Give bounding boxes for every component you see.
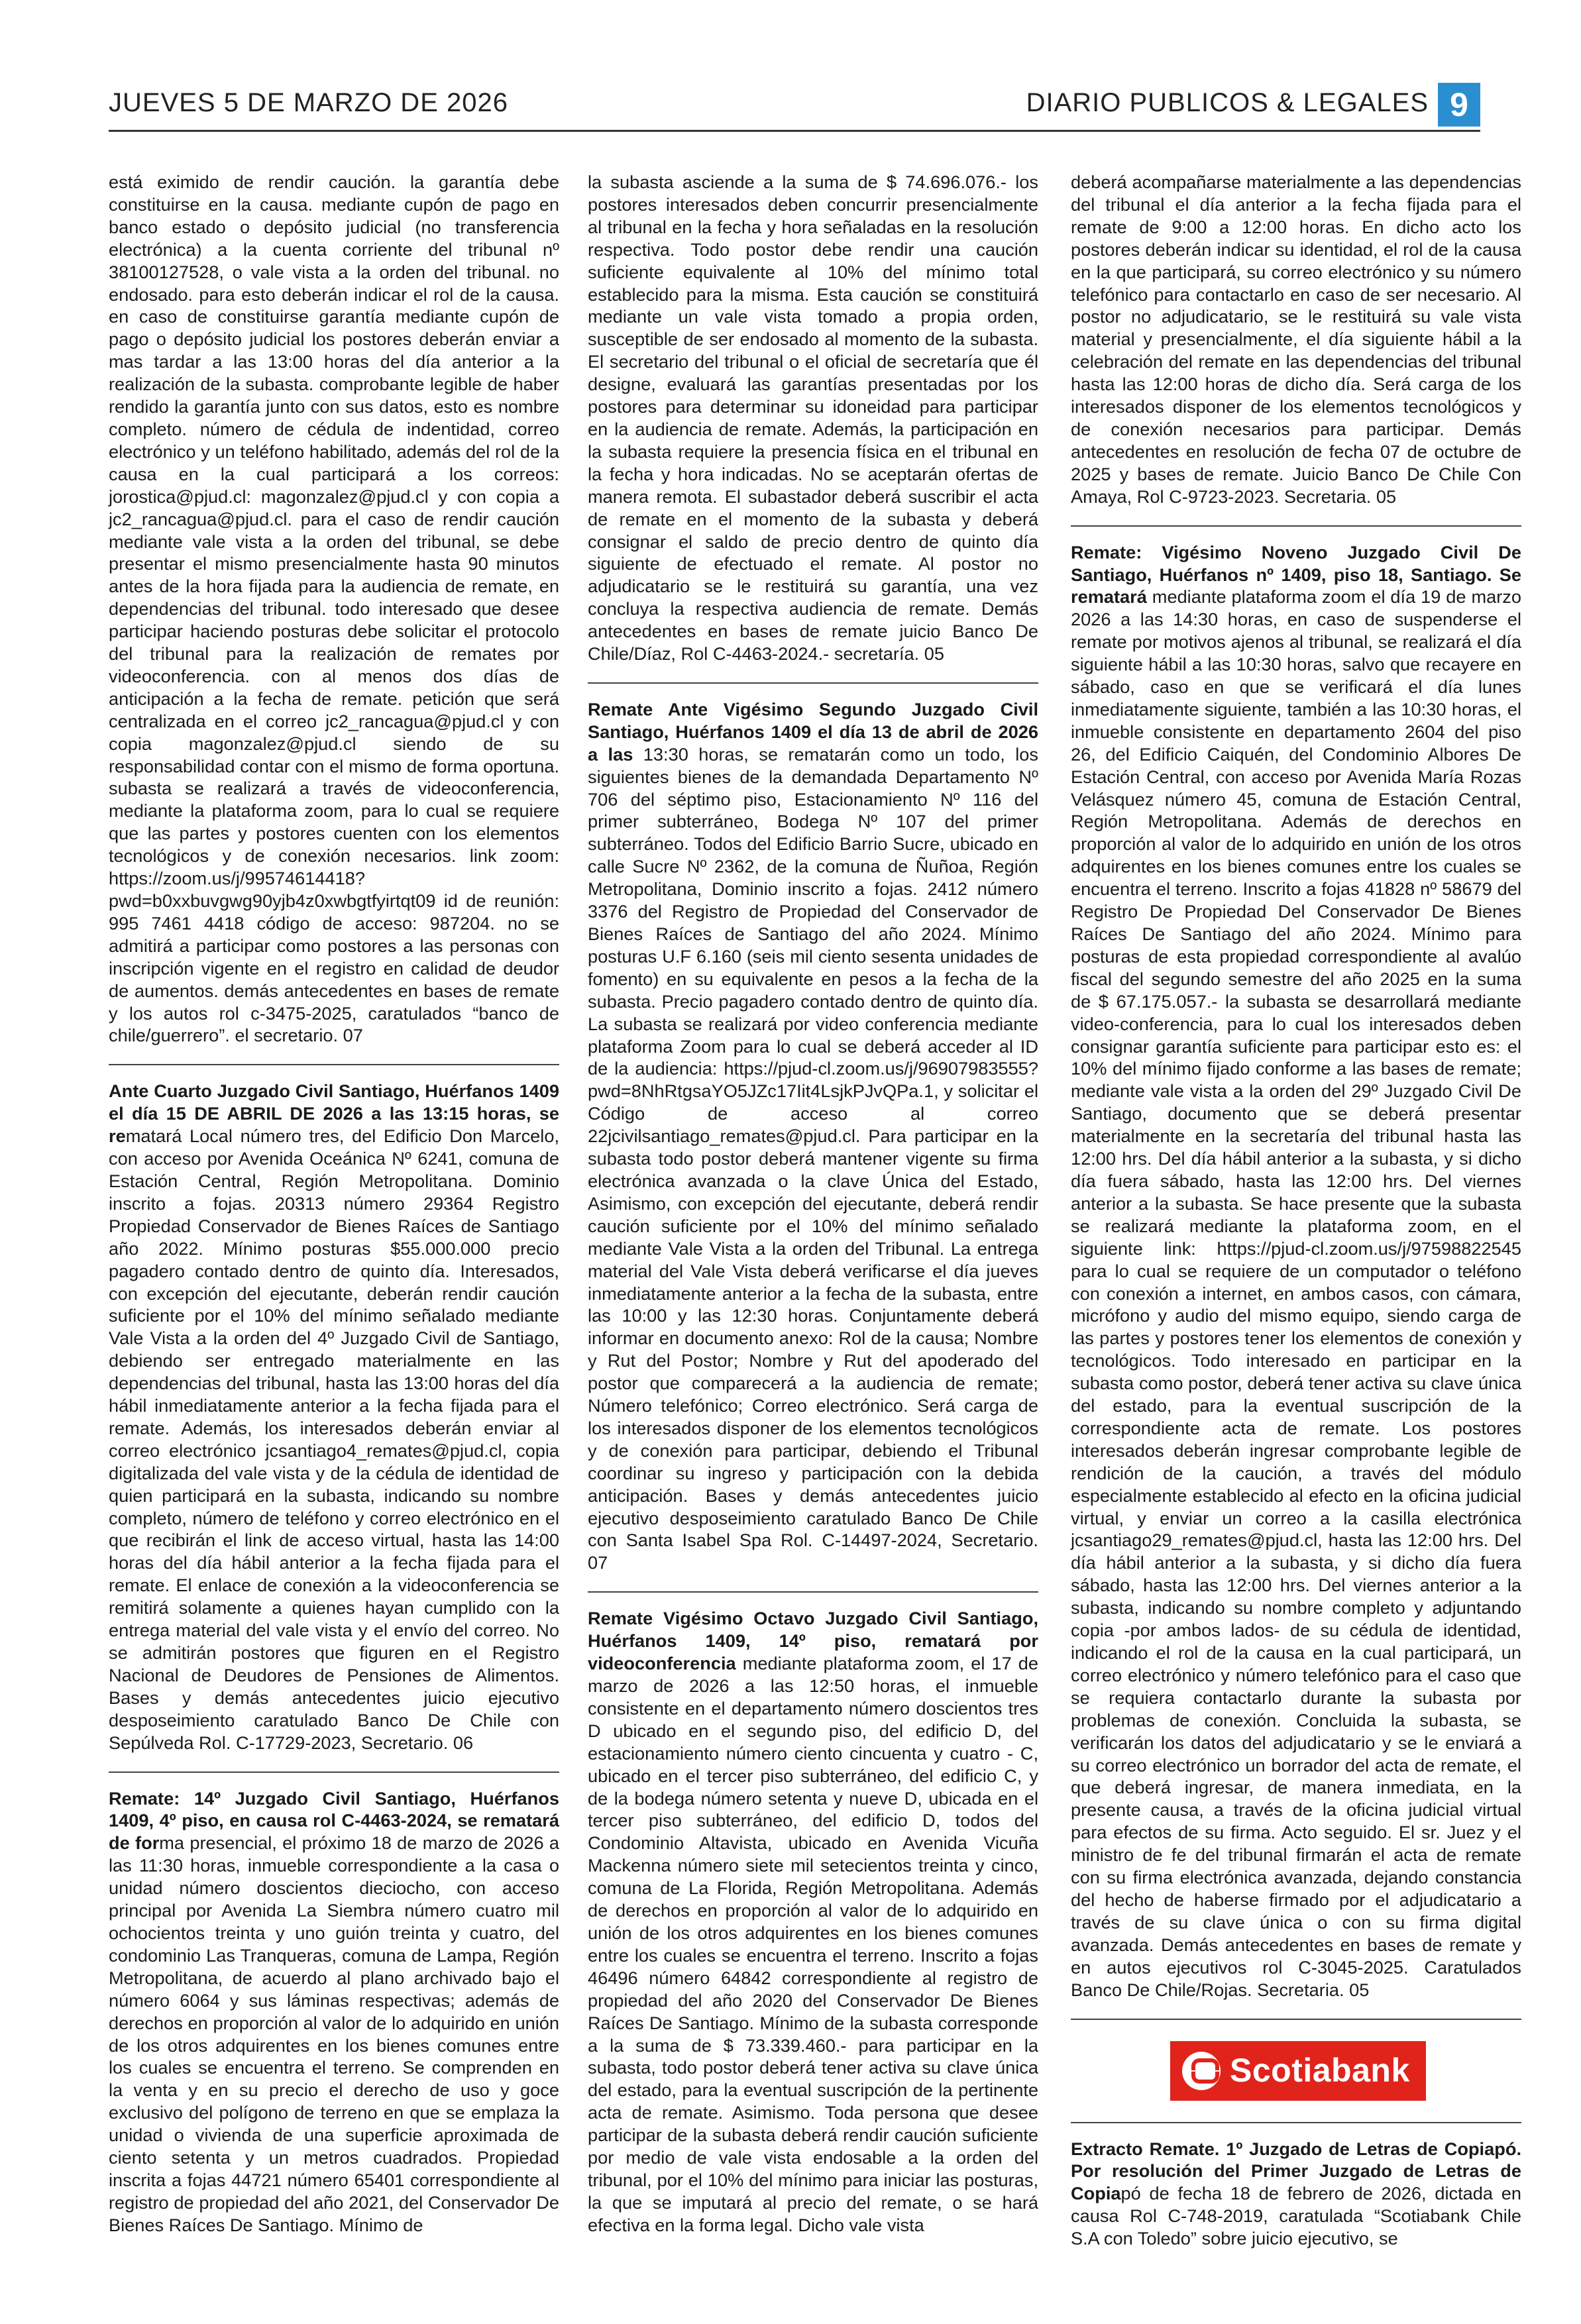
notice-heading: Remate Ante Vigésimo Segundo Juzgado Civil Santiago, Huérfanos 1409 el día 13 de abril de 2026 a las bbox=[588, 698, 1038, 765]
notice-heading: Extracto Remate. 1º Juzgado de Letras de Copiapó. Por resolución del Primer Juzgado de Letras de Copia bbox=[1071, 2138, 1521, 2204]
notice-22nd-court bbox=[588, 698, 1038, 1574]
notice-divider bbox=[588, 682, 1038, 684]
scotiabank-logo bbox=[1170, 2041, 1426, 2101]
notice-continuation: deberá acompañarse materialmente a las dependencias del tribunal el día anterior a la fecha fijada para el remate de 9:00 a 12:00 horas. En dicho acto los postores deberán indicar su identidad, el rol de la causa en la que participará, su correo electrónico y su número telefónico para contactarlo en caso de ser necesario. Al postor no adjudicatario, se le restituirá su vale vista material y presencialmente, el día siguiente hábil a la celebración del remate en las dependencias del tribunal hasta las 12:00 horas de dicho día. Será carga de los interesados disponer de los elementos tecnológicos y de conexión necesarios para participar. Demás antecedentes en resolución de fecha 07 de octubre de 2025 y bases de remate. Juicio Banco De Chile Con Amaya, Rol C-9723-2023. Secretaria. 05 bbox=[1071, 172, 1521, 507]
notice-body: 13:30 horas, se rematarán como un todo, los siguientes bienes de la demandada Departamento Nº 706 del séptimo piso, Estacionamiento Nº 116 del primer subterráneo, Bodega Nº 107 del primer subterráneo. Todos del Edificio Barrio Sucre, ubicado en calle Sucre Nº 2362, de la comuna de Ñuñoa, Región Metropolitana, Dominio inscrito a fojas. 2412 número 3376 del Registro de Propiedad del Conservador de Bienes Raíces de Santiago del año 2024. Mínimo posturas U.F 6.160 (seis mil ciento sesenta unidades de fomento) en su equivalente en pesos a la fecha de la subasta. Precio pagadero contado dentro de quinto día. La subasta se realizará por video conferencia mediante plataforma Zoom para lo cual se deberá acceder al ID de la audiencia: https://pjud-cl.zoom.us/j/96907983555?pwd=8NhRtgsaYO5JZc17Iit4LsjkPJvQPa.1, y solicitar el Código de acceso al correo 22jcivilsantiago_remates@pjud.cl. Para participar en la subasta todo postor deberá mantener vigente su firma electrónica avanzada o la clave Única del Estado, Asimismo, con excepción del ejecutante, deberá rendir caución suficiente por el 10% del mínimo señalado mediante Vale Vista a la orden del Tribunal. La entrega material del Vale Vista deberá verificarse el día jueves inmediatamente anterior a la fecha de la subasta, entre las 10:00 y las 12:30 horas. Conjuntamente deberá informar en documento anexo: Rol de la causa; Nombre y Rut del Postor; Nombre y Rut del apoderado del postor que comparecerá a la audiencia de remate; Número telefónico; Correo electrónico. Será carga de los interesados disponer de los elementos tecnológicos y de conexión para participar, debiendo el Tribunal coordinar su ingreso y participación con la debida anticipación. Bases y demás antecedentes juicio ejecutivo desposeimiento caratulado Banco De Chile con Santa Isabel Spa Rol. C-14497-2024, Secretario. 07 bbox=[588, 743, 1038, 1573]
notice-body: mediante plataforma zoom, el 17 de marzo de 2026 a las 12:50 horas, el inmueble consistente en el departamento número doscientos tres D ubicado en el segundo piso, del edificio D, del estacionamiento número ciento cincuenta y cuatro - C, ubicado en el tercer piso subterráneo, del edificio C, y de la bodega número setenta y nueve D, ubicada en el tercer piso subterráneo, del edificio D, todos del Condominio Altavista, ubicado en Avenida Vicuña Mackenna número siete mil setecientos treinta y cinco, comuna de La Florida, Región Metropolitana. Además de derechos en proporción al valor de lo adquirido en unión de los otros adquirentes en los bienes comunes entre los cuales se encuentra el terreno. Inscrito a fojas 46496 número 64842 correspondiente al registro de propiedad del año 2020 del Conservador De Bienes Raíces De Santiago. Mínimo de la subasta corresponde a la suma de $ 73.339.460.- para participar en la subasta, todo postor deberá tener activa su clave única del estado, para la eventual suscripción de la pertinente acta de remate. Asimismo. Toda persona que desee participar de la subasta deberá rendir caución suficiente por medio de vale vista endosable a la orden del tribunal, por el 10% del mínimo para iniciar las posturas, la que se imputará al precio del remate, o se hará efectiva en la forma legal. Dicho vale vista bbox=[588, 1653, 1038, 2235]
column-2 bbox=[588, 171, 1038, 2237]
notice-heading: Ante Cuarto Juzgado Civil Santiago, Huérfanos 1409 el día 15 DE ABRIL DE 2026 a las 13:15 horas, se re bbox=[109, 1081, 559, 1147]
notice-divider bbox=[109, 1064, 559, 1065]
notice-divider bbox=[1071, 2122, 1521, 2123]
notice-body: matará Local número tres, del Edificio Don Marcelo, con acceso por Avenida Oceánica Nº 6241, comuna de Estación Central, Región Metropolitana. Dominio inscrito a fojas. 20313 número 29364 Registro Propiedad Conservador de Bienes Raíces de Santiago año 2022. Mínimo posturas $55.000.000 precio pagadero contado dentro de quinto día. Interesados, con excepción del ejecutante, deberán rendir caución suficiente por el 10% del mínimo señalado mediante Vale Vista a la orden del 4º Juzgado Civil de Santiago, debiendo ser entregado materialmente en las dependencias del tribunal, hasta las 13:00 horas del día hábil inmediatamente anterior a la fecha fijada para el remate. Además, los interesados deberán enviar al correo electrónico jcsantiago4_remates@pjud.cl, copia digitalizada del vale vista y de la cédula de identidad de quien participará en la subasta, indicando su nombre completo, número de teléfono y correo electrónico en el que recibirán el link de acceso virtual, hasta las 14:00 horas del día hábil anterior a la fecha fijada para el remate. El enlace de conexión a la videoconferencia se remitirá solamente a quienes hayan cumplido con la entrega material del vale vista y el envío del correo. No se admitirán postores que figuren en el Registro Nacional de Deudores de Pensiones de Alimentos. Bases y demás antecedentes juicio ejecutivo desposeimiento caratulado Banco De Chile con Sepúlveda Rol. C-17729-2023, Secretario. 06 bbox=[109, 1126, 559, 1753]
notice-continuation: la subasta asciende a la suma de $ 74.696.076.- los postores interesados deben concurrir presencialmente al tribunal en la fecha y hora señaladas en la resolución respectiva. Todo postor debe rendir una caución suficiente equivalente al 10% del mínimo total establecido para la misma. Esta caución se constituirá mediante un vale vista tomado a propia orden, susceptible de ser endosado al momento de la subasta. El secretario del tribunal o el oficial de secretaría que él designe, evaluará las garantías presentadas por los postores para determinar su idoneidad para participar en la audiencia de remate. Además, la participación en la subasta requiere la presencia física en el tribunal en la fecha y hora indicadas. No se aceptarán ofertas de manera remota. El subastador deberá suscribir el acta de remate en el momento de la subasta y deberá consignar el saldo de precio dentro de quinto día siguiente de efectuado el remate. Al postor no adjudicatario se le restituirá su garantía, una vez concluya la respectiva audiencia de remate. Demás antecedentes en bases de remate juicio Banco De Chile/Díaz, Rol C-4463-2024.- secretaría. 05 bbox=[588, 172, 1038, 664]
notice-4th-court bbox=[109, 1080, 559, 1754]
advertiser-logo-area bbox=[1071, 2034, 1521, 2107]
notice-divider bbox=[109, 1771, 559, 1773]
scotiabank-logo-text: Scotiabank bbox=[1230, 2051, 1410, 2089]
notice-heading: Remate: 14º Juzgado Civil Santiago, Huérfanos 1409, 4º piso, en causa rol C-4463-2024, se rematará de for bbox=[109, 1787, 559, 1854]
notice-body: mediante plataforma zoom el día 19 de marzo 2026 a las 14:30 horas, en caso de suspenderse el remate por motivos ajenos al tribunal, se realizará el día siguiente hábil a las 10:30 horas, salvo que recayere en sábado, caso en que se verificará el día lunes inmediatamente siguiente, también a las 10:30 horas, el inmueble consistente en departamento 2604 del piso 26, del Edificio Caiquén, del Condominio Albores De Estación Central, con acceso por Avenida María Rozas Velásquez número 45, comuna de Estación Central, Región Metropolitana. Además de derechos en proporción al valor de lo adquirido en unión de los otros adquirentes en los bienes comunes entre los cuales se encuentra el terreno. Inscrito a fojas 41828 nº 58679 del Registro De Propiedad Del Conservador De Bienes Raíces De Santiago del año 2024. Mínimo para posturas de esta propiedad correspondiente al avalúo fiscal del segundo semestre del año 2025 en la suma de $ 67.175.057.- la subasta se desarrollará mediante video-conferencia, para lo cual los interesados deben consignar garantía suficiente para participar esto es: el 10% del mínimo fijado conforme a las bases de remate; mediante vale vista a la orden del 29º Juzgado Civil De Santiago, documento que se deberá presentar materialmente en la secretaría del tribunal hasta las 12:00 hrs. Del día hábil anterior a la subasta, y si dicho día fuera sábado, hasta las 12:00 hrs. Del viernes anterior a la subasta. Se hace presente que la subasta se realizará mediante la plataforma zoom, en el siguiente link: https://pjud-cl.zoom.us/j/97598822545 para lo cual se requiere de un computador o teléfono con conexión a internet, en ambos casos, con cámara, micrófono y audio del mismo equipo, siendo carga de las partes y postores tener los elementos de conexión y tecnológicos. Todo interesado en participar en la subasta como postor, deberá tener activa su clave única del estado, para la eventual suscripción de la correspondiente acta de remate. Los postores interesados deberán ingresar comprobante legible de rendición de la caución, a través del módulo especialmente establecido al efecto en la oficina judicial virtual, y enviar un correo a la casilla electrónica jcsantiago29_remates@pjud.cl, hasta las 12:00 hrs. Del día hábil anterior a la subasta, y si dicho día fuera sábado, hasta las 12:00 hrs. Del viernes anterior a la subasta, indicando su nombre completo y adjuntando copia -por ambos lados- de su cédula de identidad, indicando el rol de la causa en la cual participará, un correo electrónico y número telefónico para el caso que se requiera contactarlo durante la subasta por problemas de conexión. Concluida la subasta, se verificarán los datos del adjudicatario y se le enviará a su correo electrónico un borrador del acta de remate, el que deberá ingresar, de manera inmediata, en la presente causa, a través de la oficina judicial virtual para efectos de su firma. Acto seguido. El sr. Juez y el ministro de fe del tribunal firmarán el acta de remate con su firma electrónica avanzada, dejando constancia del hecho de haberse firmado por el adjudicatario a través de su clave única o con su firma digital avanzada. Demás antecedentes en bases de remate y en autos ejecutivos rol C-3045-2025. Caratulados Banco De Chile/Rojas. Secretaria. 05 bbox=[1071, 586, 1521, 2000]
notice-body: pó de fecha 18 de febrero de 2026, dictada en causa Rol C-748-2019, caratulada “Scotiabank Chile S.A con Toledo” sobre juicio ejecutivo, se bbox=[1071, 2183, 1521, 2249]
page-header bbox=[109, 83, 1480, 129]
header-divider bbox=[109, 130, 1480, 132]
notice-divider bbox=[1071, 525, 1521, 527]
notice-29th-court bbox=[1071, 541, 1521, 2001]
notice-divider bbox=[588, 1591, 1038, 1593]
notice-heading: Remate Vigésimo Octavo Juzgado Civil Santiago, Huérfanos 1409, 14º piso, rematará por videoconferencia bbox=[588, 1608, 1038, 1674]
page-number-badge: 9 bbox=[1438, 83, 1480, 127]
column-1 bbox=[109, 171, 559, 2237]
notice-heading: Remate: Vigésimo Noveno Juzgado Civil De Santiago, Huérfanos nº 1409, piso 18, Santiago. Se rematará bbox=[1071, 541, 1521, 607]
column-3 bbox=[1071, 171, 1521, 2250]
notice-14th-court bbox=[109, 1787, 559, 2237]
scotiabank-s-icon bbox=[1182, 2052, 1221, 2090]
notice-divider bbox=[1071, 2019, 1521, 2020]
issue-date: JUEVES 5 DE MARZO DE 2026 bbox=[109, 88, 508, 117]
notice-continuation: está eximido de rendir caución. la garantía debe constituirse en la causa. mediante cupón de pago en banco estado o depósito judicial (no transferencia electrónica) a la cuenta corriente del tribunal nº 38100127528, o vale vista a la orden del tribunal. no endosado. para esto deberán indicar el rol de la causa. en caso de constituirse garantía mediante cupón de pago o depósito judicial los postores deberán enviar a mas tardar a las 13:00 horas del día anterior a la realización de la subasta. comprobante legible de haber rendido la garantía junto con sus datos, esto es nombre completo. número de cédula de indentidad, correo electrónico y un teléfono habilitado, además del rol de la causa en la cual participará a los correos: jorostica@pjud.cl: magonzalez@pjud.cl y con copia a jc2_rancagua@pjud.cl. para el caso de rendir caución mediante vale vista a la orden del tribunal, se debe presentar el mismo presencialmente hasta 90 minutos antes de la hora fijada para la audiencia de remate, en dependencias del tribunal. todo interesado que desee participar haciendo posturas debe solicitar el protocolo del tribunal para la realización de remates por videoconferencia. con al menos dos días de anticipación a la fecha de remate. petición que será centralizada en el correo jc2_rancagua@pjud.cl y con copia magonzalez@pjud.cl siendo de su responsabilidad contar con el mismo de forma oportuna. subasta se realizará a través de videoconferencia, mediante la plataforma zoom, para lo cual se requiere que las partes y postores cuenten con los elementos tecnológicos y de conexión necesarios. link zoom: https://zoom.us/j/99574614418?pwd=b0xxbuvgwg90yjb4z0xwbgtfyirtqt09 id de reunión: 995 7461 4418 código de acceso: 987204. no se admitirá a participar como postores a las personas con inscripción vigente en el registro en calidad de deudor de aumentos. demás antecedentes en bases de remate y los autos rol c-3475-2025, caratulados “banco de chile/guerrero”. el secretario. 07 bbox=[109, 172, 559, 1046]
notice-body: ma presencial, el próximo 18 de marzo de 2026 a las 11:30 horas, inmueble correspondiente a la casa o unidad número doscientos dieciocho, con acceso principal por Avenida La Siembra número cuatro mil ochocientos treinta y uno guión treinta y cuatro, del condominio Las Tranqueras, comuna de Lampa, Región Metropolitana, de acuerdo al plano archivado bajo el número 6064 y sus láminas respectivas; además de derechos en proporción al valor de lo adquirido en unión de los otros adquirentes en los bienes comunes entre los cuales se encuentra el terreno. Se comprenden en la venta y en su precio el derecho de uso y goce exclusivo del polígono de terreno en que se emplaza la unidad o vivienda de una superficie aproximada de ciento setenta y un metros cuadrados. Propiedad inscrita a fojas 44721 número 65401 correspondiente al registro de propiedad del año 2021, del Conservador De Bienes Raíces De Santiago. Mínimo de bbox=[109, 1832, 559, 2235]
notice-28th-court bbox=[588, 1607, 1038, 2236]
newspaper-masthead: DIARIO PUBLICOS & LEGALES bbox=[1026, 88, 1429, 117]
notice-copiapo-court bbox=[1071, 2138, 1521, 2250]
